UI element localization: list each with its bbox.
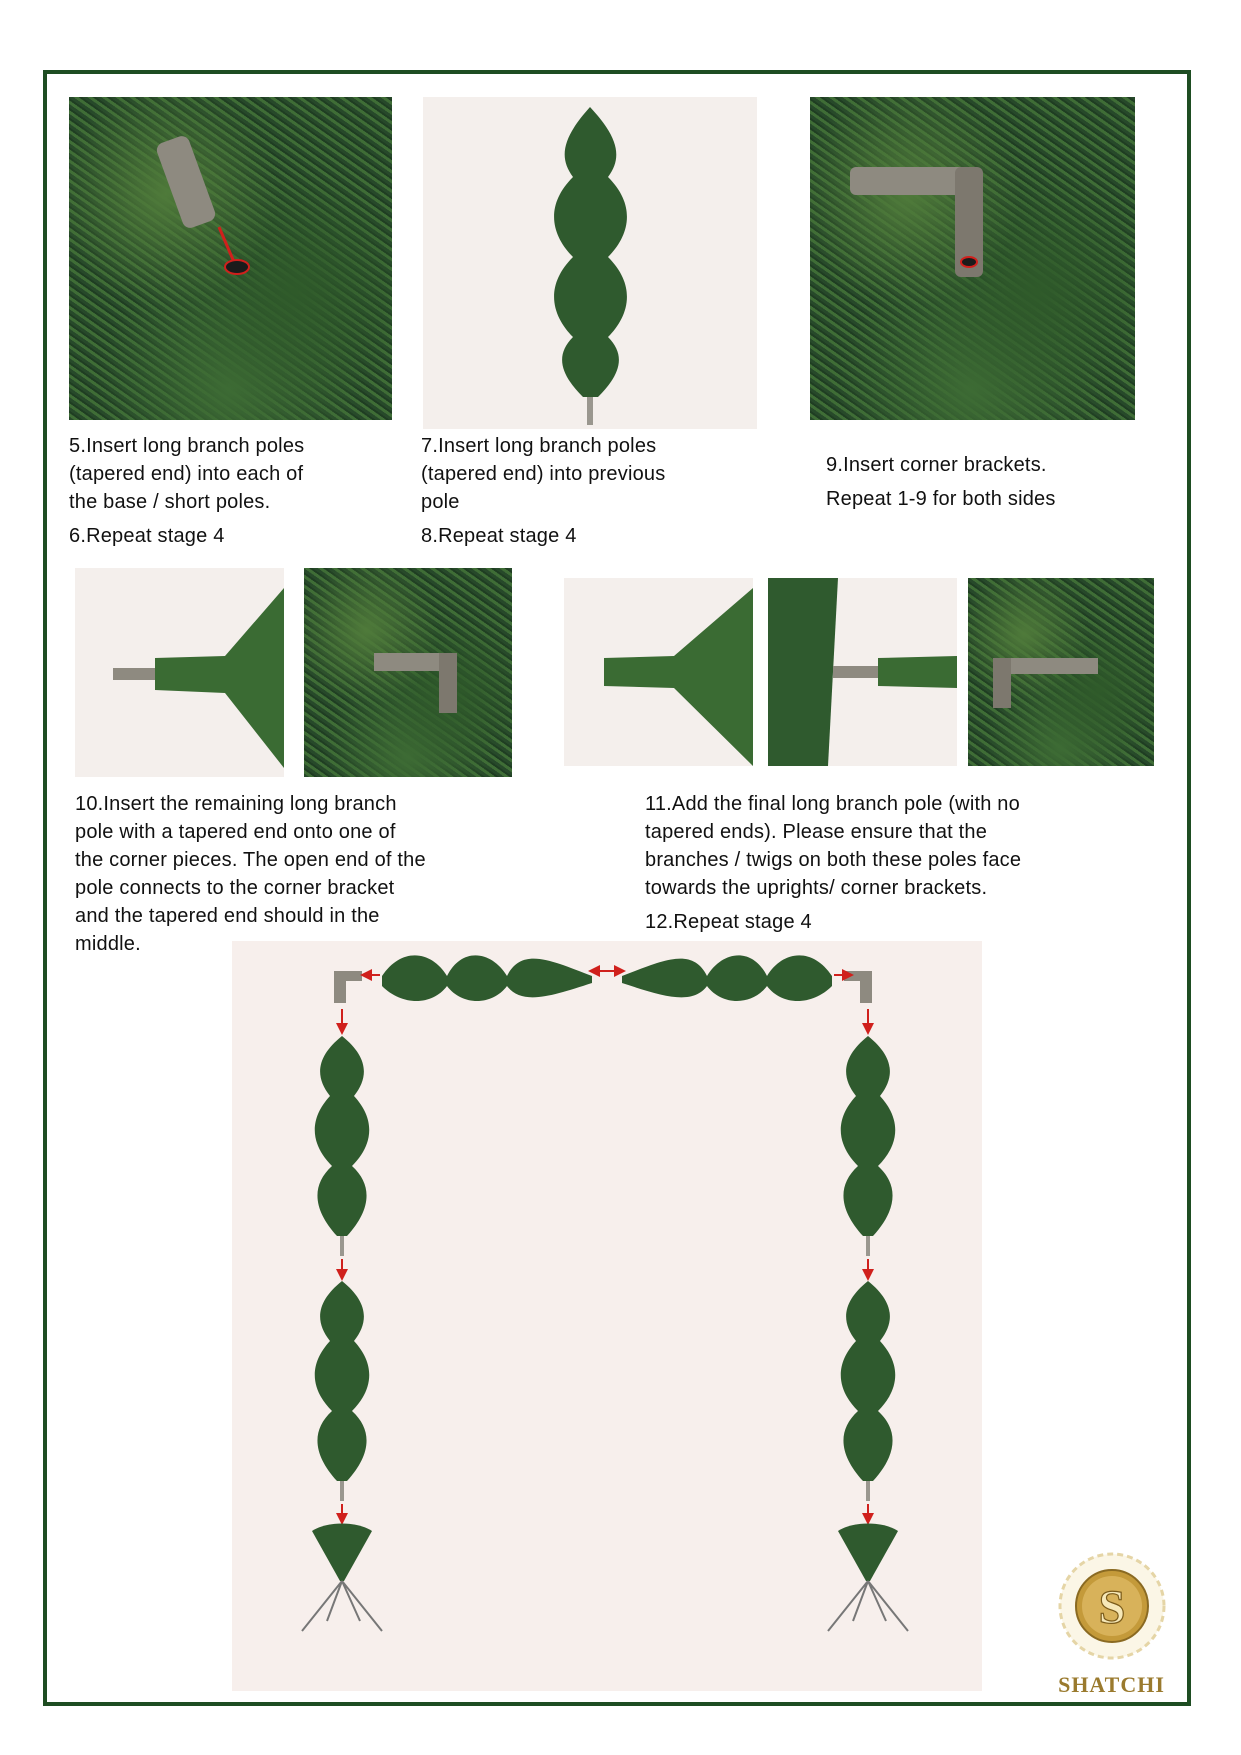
step11-line: tapered ends). Please ensure that the [645,821,988,843]
step5-line: 5.Insert long branch poles [69,435,305,457]
photo-step11-a [564,578,753,766]
step-9-instructions [826,448,1056,516]
logo-emblem-icon [1057,1551,1167,1661]
brand-name: SHATCHI [1058,1672,1165,1697]
step11-line: branches / twigs on both these poles face [645,849,1022,871]
branch-pole-illustration [423,97,757,429]
step8-text: 8.Repeat stage 4 [421,525,577,547]
step-10-instructions [75,790,426,958]
photo-step10-corner-connect [304,568,512,777]
branch-illustration [564,578,753,766]
step11-line: towards the uprights/ corner brackets. [645,877,988,899]
branch-join-illustration [768,578,957,766]
step10-line: the corner pieces. The open end of the [75,849,426,871]
step7-line: (tapered end) into previous [421,463,666,485]
step12-text: 12.Repeat stage 4 [645,911,812,933]
step10-line: middle. [75,933,141,955]
step11-line: 11.Add the final long branch pole (with no [645,793,1020,815]
step7-line: 7.Insert long branch poles [421,435,657,457]
step9b-text: Repeat 1-9 for both sides [826,488,1056,510]
pole-insert-illustration [69,97,392,420]
photo-step11-b [768,578,957,766]
step10-line: pole with a tapered end onto one of [75,821,396,843]
step9-text: 9.Insert corner brackets. [826,454,1047,476]
step7-line: pole [421,491,460,513]
step10-line: pole connects to the corner bracket [75,877,395,899]
step5-line: the base / short poles. [69,491,271,513]
photo-step9-corner-bracket [810,97,1135,420]
step6-text: 6.Repeat stage 4 [69,525,225,547]
corner-bracket-illustration [810,97,1135,420]
step-11-12-instructions [645,790,1021,936]
step10-line: and the tapered end should in the [75,905,380,927]
step-7-8-instructions [421,432,665,550]
corner-connect-illustration [304,568,512,777]
arch-assembly-illustration [232,941,982,1691]
svg-text:S: S [1098,1581,1125,1634]
photo-step10-pole-end [75,568,284,777]
step5-line: (tapered end) into each of [69,463,304,485]
photo-step5-insert-pole [69,97,392,420]
photo-step7-branch-pole [423,97,757,429]
shatchi-logo [1044,1551,1179,1698]
bracket-join-illustration [968,578,1154,766]
step-5-6-instructions [69,432,304,550]
pole-end-illustration [75,568,284,777]
step10-line: 10.Insert the remaining long branch [75,793,397,815]
photo-step11-c [968,578,1154,766]
assembly-diagram [232,941,982,1691]
